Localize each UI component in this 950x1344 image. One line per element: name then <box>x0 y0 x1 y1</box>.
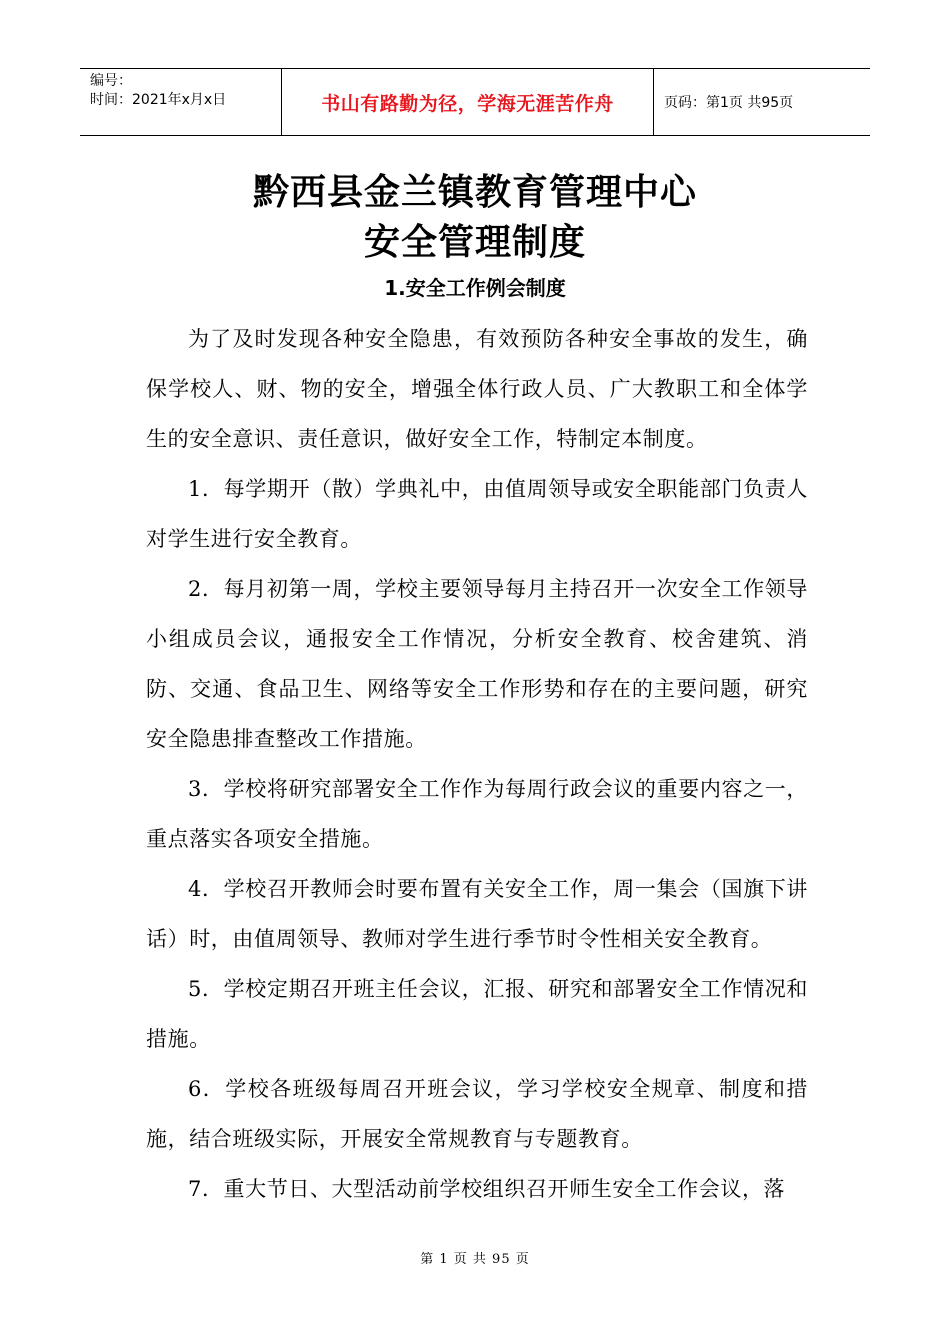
paragraph-item-2: 2．每月初第一周，学校主要领导每月主持召开一次安全工作领导小组成员会议，通报安全工作情况，分析安全教育、校舍建筑、消防、交通、食品卫生、网络等安全工作形势和存在的主要问题，研究安全隐患排查整改工作措施。 <box>146 577 808 751</box>
header-page-info: 页码：第1页 共95页 <box>664 95 794 111</box>
paragraph-item-1: 1．每学期开（散）学典礼中，由值周领导或安全职能部门负责人对学生进行安全教育。 <box>146 477 808 551</box>
paragraph-intro: 为了及时发现各种安全隐患，有效预防各种安全事故的发生，确保学校人、财、物的安全，增强全体行政人员、广大教职工和全体学生的安全意识、责任意识，做好安全工作，特制定本制度。 <box>146 327 808 451</box>
page-footer: 第 1 页 共 95 页 <box>420 1252 530 1267</box>
document-title-line1: 黔西县金兰镇教育管理中心 <box>252 172 697 213</box>
document-title-line2: 安全管理制度 <box>363 222 586 263</box>
document-time-label: 时间：2021年x月x日 <box>90 92 227 108</box>
paragraph-item-3: 3．学校将研究部署安全工作作为每周行政会议的重要内容之一，重点落实各项安全措施。 <box>146 777 808 851</box>
header-meta <box>80 69 282 135</box>
paragraph-item-6: 6．学校各班级每周召开班会议，学习学校安全规章、制度和措施，结合班级实际，开展安全常规教育与专题教育。 <box>146 1077 808 1151</box>
paragraph-item-5: 5．学校定期召开班主任会议，汇报、研究和部署安全工作情况和措施。 <box>146 977 808 1051</box>
page-header <box>80 68 870 136</box>
paragraph-item-4: 4．学校召开教师会时要布置有关安全工作，周一集会（国旗下讲话）时，由值周领导、教师对学生进行季节时令性相关安全教育。 <box>146 877 808 951</box>
document-body <box>146 314 808 1214</box>
document-number-label: 编号： <box>90 73 132 89</box>
paragraph-item-7: 7．重大节日、大型活动前学校组织召开师生安全工作会议，落 <box>188 1177 786 1201</box>
section-title: 1.安全工作例会制度 <box>384 276 566 300</box>
header-motto: 书山有路勤为径，学海无涯苦作舟 <box>282 69 654 135</box>
